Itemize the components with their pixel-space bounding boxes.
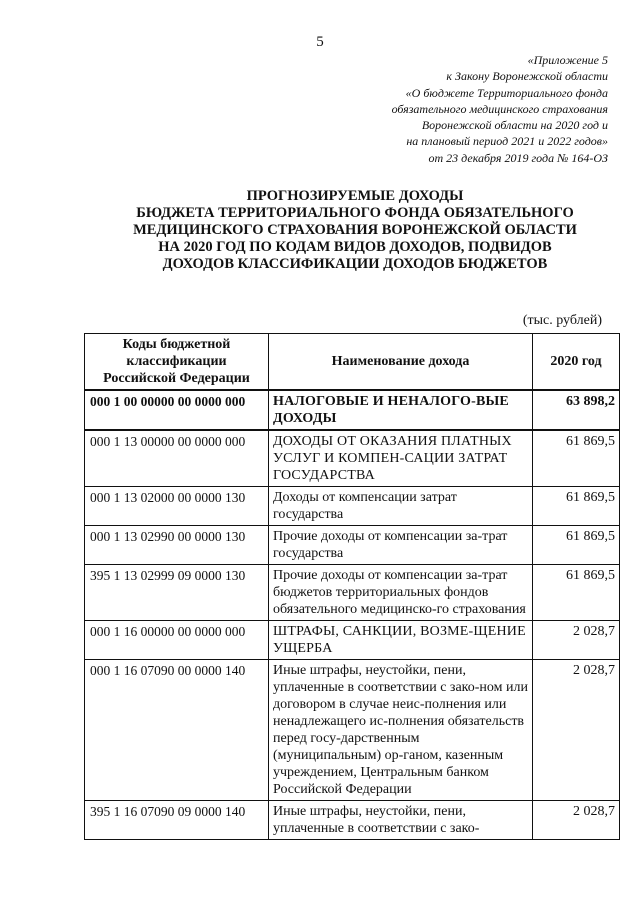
row-code: 000 1 13 02000 00 0000 130 xyxy=(85,487,269,526)
row-code: 000 1 16 07090 00 0000 140 xyxy=(85,660,269,801)
table-row xyxy=(85,621,620,660)
title-line: БЮДЖЕТА ТЕРРИТОРИАЛЬНОГО ФОНДА ОБЯЗАТЕЛЬНОГО xyxy=(136,205,574,221)
row-amount: 61 869,5 xyxy=(533,430,620,487)
row-name: Иные штрафы, неустойки, пени, уплаченные в соответствии с зако- xyxy=(269,801,533,840)
row-amount: 2 028,7 xyxy=(533,801,620,840)
document-title xyxy=(95,188,615,273)
row-amount: 2 028,7 xyxy=(533,660,620,801)
row-name: Иные штрафы, неустойки, пени, уплаченные в соответствии с зако-ном или договором в случае неис-полнения или ненадлежащего ис-полнения обязательств перед госу-дарственным (муниципальным) ор-ганом, казенным учреждением, Центральным банком Российской Федерации xyxy=(269,660,533,801)
appendix-line: от 23 декабря 2019 года № 164-ОЗ xyxy=(428,150,608,165)
row-name: ШТРАФЫ, САНКЦИИ, ВОЗМЕ-ЩЕНИЕ УЩЕРБА xyxy=(269,621,533,660)
row-amount: 61 869,5 xyxy=(533,565,620,621)
row-code: 000 1 13 02990 00 0000 130 xyxy=(85,526,269,565)
row-code: 000 1 00 00000 00 0000 000 xyxy=(85,390,269,430)
table-row xyxy=(85,801,620,840)
row-name: Прочие доходы от компенсации за-трат бюджетов территориальных фондов обязательного медицинско-го страхования xyxy=(269,565,533,621)
table-row xyxy=(85,487,620,526)
header-year: 2020 год xyxy=(533,334,620,391)
page-number: 5 xyxy=(316,34,324,50)
table-row xyxy=(85,660,620,801)
table-row xyxy=(85,430,620,487)
header-code: Коды бюджетной классификации Российской Федерации xyxy=(85,334,269,391)
row-name: Доходы от компенсации затрат государства xyxy=(269,487,533,526)
appendix-line: «Приложение 5 xyxy=(527,53,608,67)
table-row xyxy=(85,565,620,621)
row-amount: 61 869,5 xyxy=(533,487,620,526)
title-line: ПРОГНОЗИРУЕМЫЕ ДОХОДЫ xyxy=(246,188,464,204)
table-header-row xyxy=(85,334,620,391)
row-name: НАЛОГОВЫЕ И НЕНАЛОГО-ВЫЕ ДОХОДЫ xyxy=(269,390,533,430)
title-line: МЕДИЦИНСКОГО СТРАХОВАНИЯ ВОРОНЕЖСКОЙ ОБЛАСТИ xyxy=(133,222,577,238)
appendix-line: к Закону Воронежской области xyxy=(446,69,608,84)
row-code: 000 1 16 00000 00 0000 000 xyxy=(85,621,269,660)
table-row xyxy=(85,390,620,430)
title-line: НА 2020 ГОД ПО КОДАМ ВИДОВ ДОХОДОВ, ПОДВИДОВ xyxy=(158,239,552,255)
row-code: 395 1 13 02999 09 0000 130 xyxy=(85,565,269,621)
appendix-note xyxy=(348,52,608,166)
appendix-line: обязательного медицинского страхования xyxy=(391,101,608,116)
row-code: 000 1 13 00000 00 0000 000 xyxy=(85,430,269,487)
appendix-line: Воронежской области на 2020 год и xyxy=(421,118,608,133)
row-amount: 2 028,7 xyxy=(533,621,620,660)
title-line: ДОХОДОВ КЛАССИФИКАЦИИ ДОХОДОВ БЮДЖЕТОВ xyxy=(162,256,548,272)
row-amount: 63 898,2 xyxy=(533,390,620,430)
appendix-line: «О бюджете Территориального фонда xyxy=(405,85,608,100)
appendix-line: на плановый период 2021 и 2022 годов» xyxy=(406,134,608,149)
income-table xyxy=(84,333,620,840)
row-name: Прочие доходы от компенсации за-трат государства xyxy=(269,526,533,565)
row-amount: 61 869,5 xyxy=(533,526,620,565)
header-name: Наименование дохода xyxy=(269,334,533,391)
table-row xyxy=(85,526,620,565)
row-name: ДОХОДЫ ОТ ОКАЗАНИЯ ПЛАТНЫХ УСЛУГ И КОМПЕН-САЦИИ ЗАТРАТ ГОСУДАРСТВА xyxy=(269,430,533,487)
units-label: (тыс. рублей) xyxy=(522,313,602,328)
row-code: 395 1 16 07090 09 0000 140 xyxy=(85,801,269,840)
